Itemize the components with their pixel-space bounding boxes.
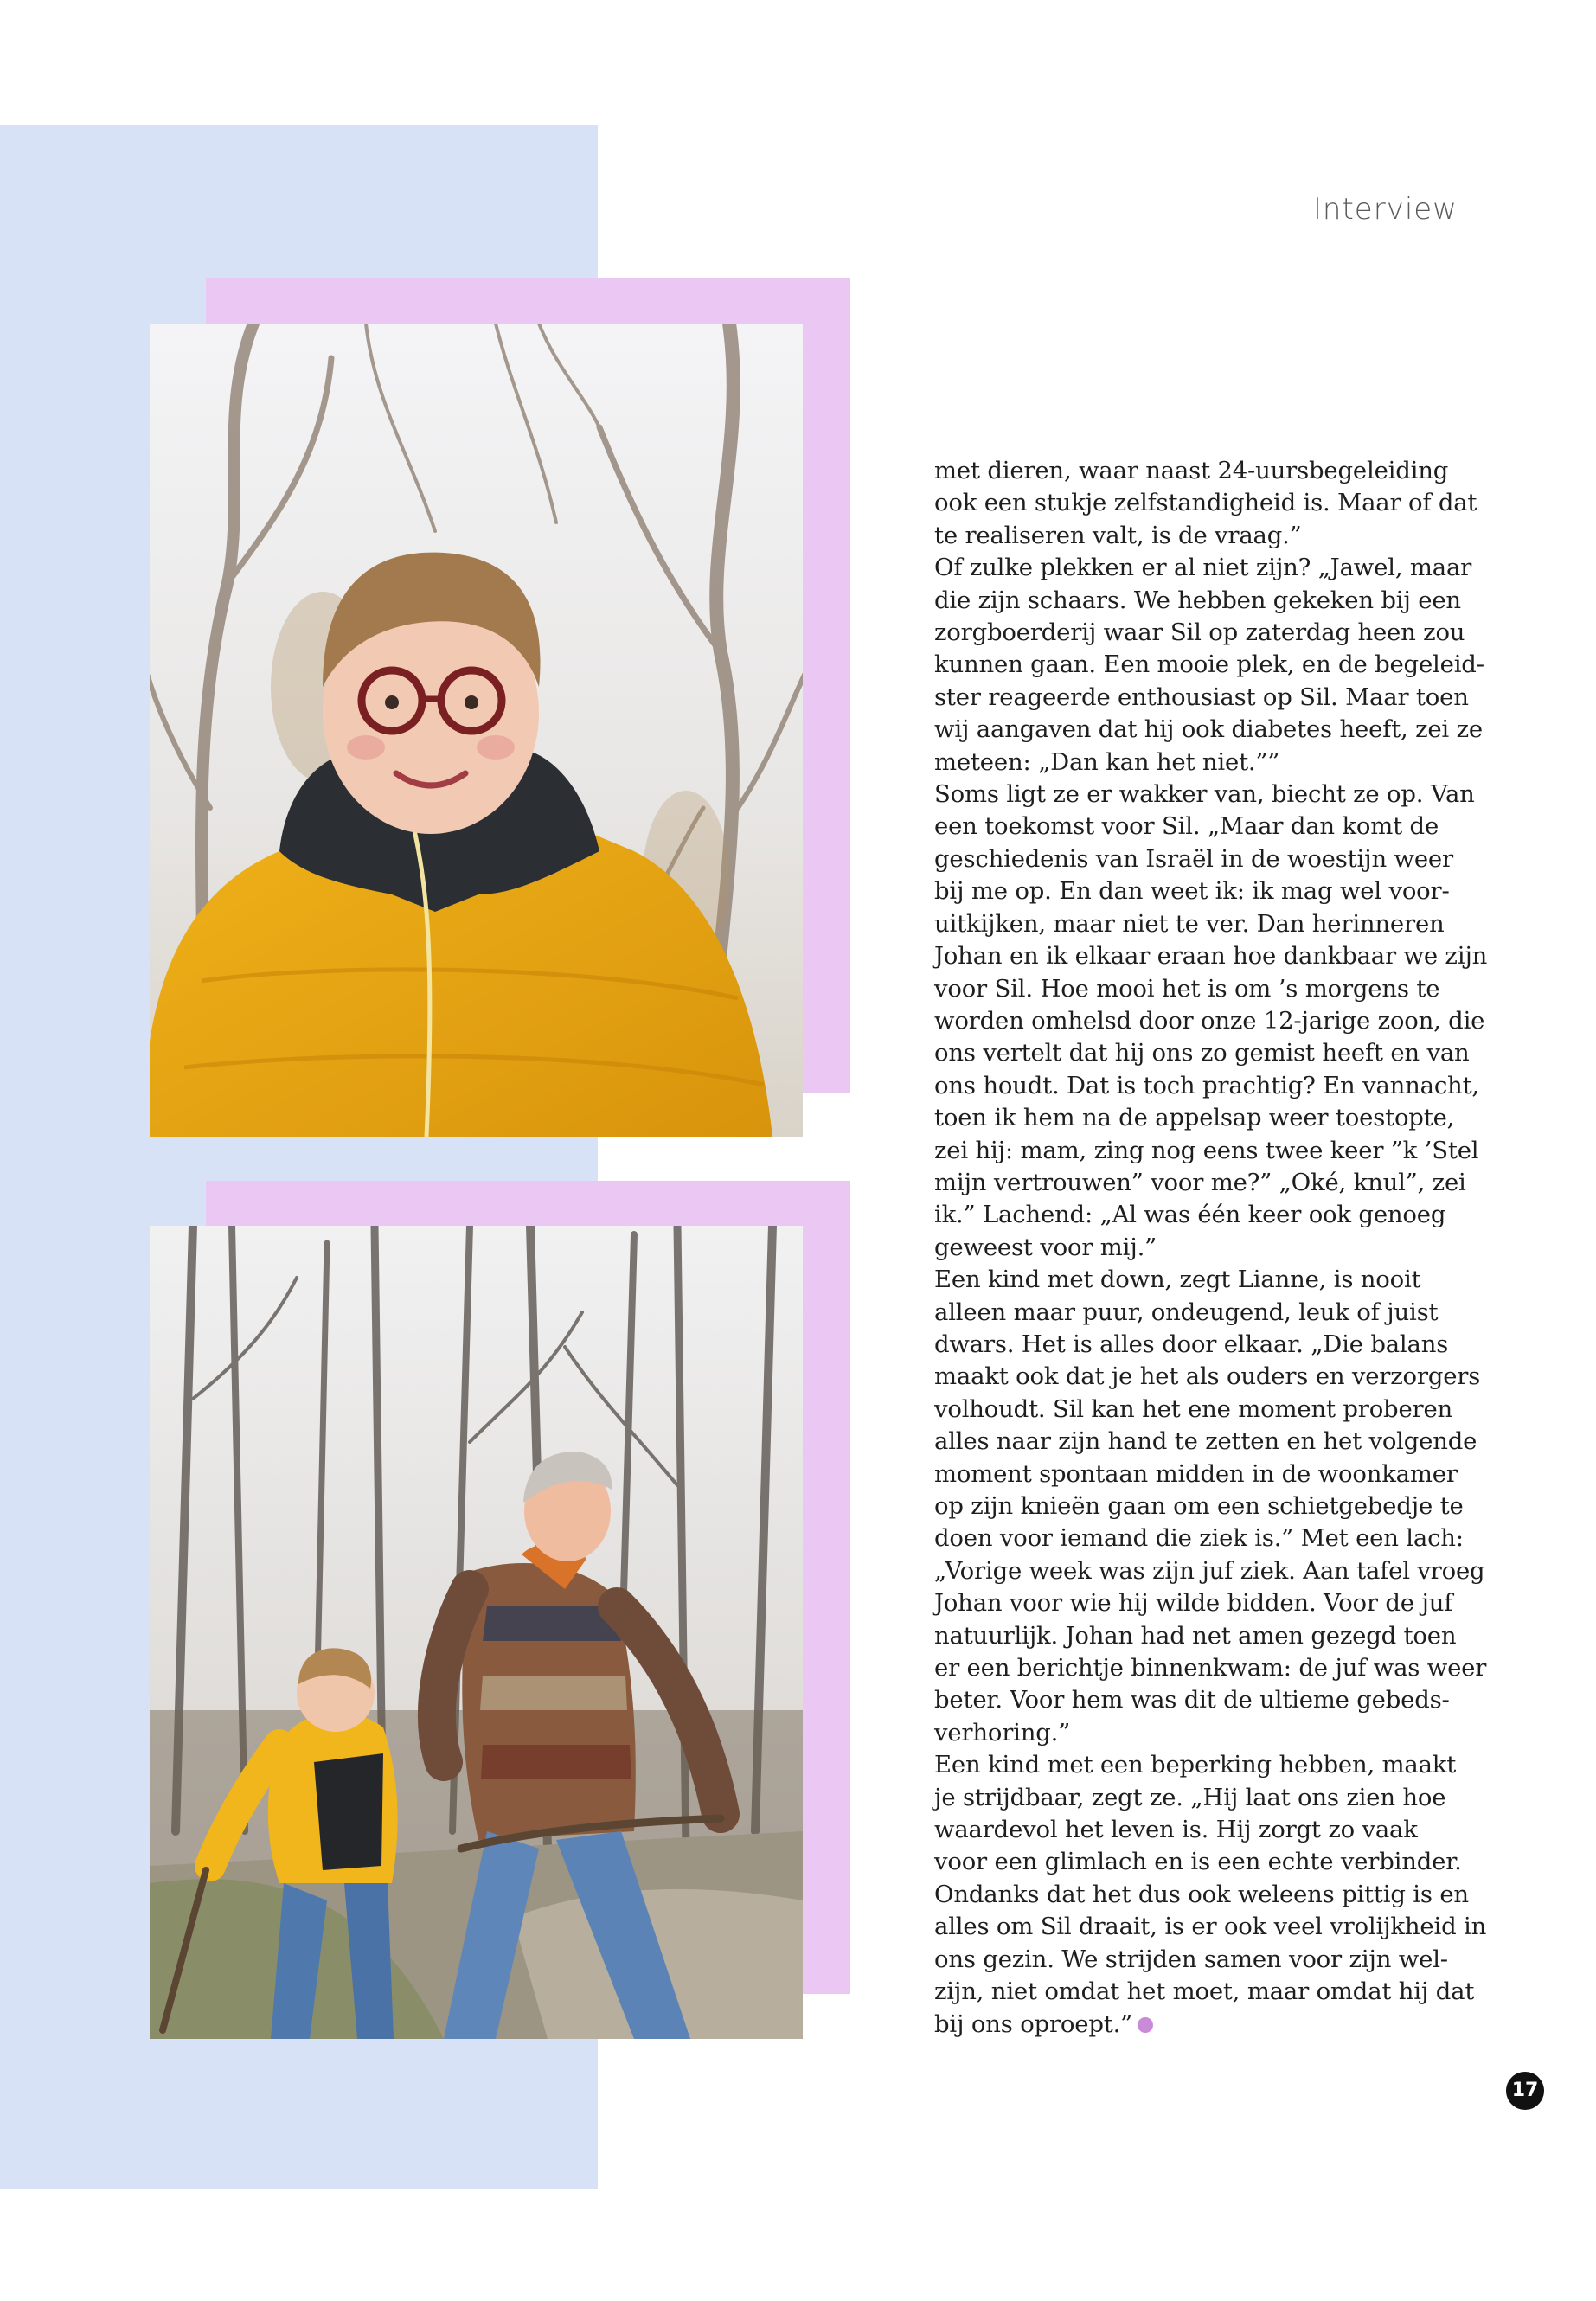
photo-boy-and-father xyxy=(150,1226,803,2039)
article-paragraph: met dieren, waar naast 24-uursbegeleiding ook een stukje zelfstandigheid is. Maar of dat te realiseren valt, is de vraag.” xyxy=(934,457,1477,549)
photo-boy-portrait xyxy=(150,324,803,1137)
article-paragraph: Een kind met down, zegt Lianne, is nooit alleen maar puur, ondeugend, leuk of juist dwars. Het is alles door elkaar. „Die balans maakt ook dat je het als ouders en verzorgers volhoudt. Sil kan het ene moment proberen alles naar zijn hand te zetten en het volgende moment spontaan midden in de woonkamer op zijn knieën gaan om een schietgebedje te doen voor iemand die ziek is.” Met een lach: „Vorige week was zijn juf ziek. Aan tafel vroeg Johan voor wie hij wilde bidden. Voor de juf natuurlijk. Johan had net amen gezegd toen er een berichtje binnenkwam: de juf was weer beter. Voor hem was dit de ultieme gebeds- verhoring.” xyxy=(934,1266,1487,1747)
section-label: Interview xyxy=(1312,192,1458,227)
article-body xyxy=(934,455,1488,2041)
article-paragraph: Of zulke plekken er al niet zijn? „Jawel, maar die zijn schaars. We hebben gekeken bij een zorgboerderij waar Sil op zaterdag heen zou kunnen gaan. Een mooie plek, en de begeleid- ster reageerde enthousiast op Sil. Maar toen wij aangaven dat hij ook diabetes heeft, zei ze meteen: „Dan kan het niet.”” xyxy=(934,554,1484,776)
article-paragraph-last xyxy=(934,1749,1488,2041)
article-paragraph: Soms ligt ze er wakker van, biecht ze op. Van een toekomst voor Sil. „Maar dan komt de geschiedenis van Israël in de woestijn weer bij me op. En dan weet ik: ik mag wel voor- uitkijken, maar niet te ver. Dan herinneren Johan en ik elkaar eraan hoe dankbaar we zijn voor Sil. Hoe mooi het is om ’s morgens te worden omhelsd door onze 12-jarige zoon, die ons vertelt dat hij ons zo gemist heeft en van ons houdt. Dat is toch prachtig? En vannacht, toen ik hem na de appelsap weer toestopte, zei hij: mam, zing nog eens twee keer ”k ’Stel mijn vertrouwen” voor me?” „Oké, knul”, zei ik.” Lachend: „Al was één keer ook genoeg geweest voor mij.” xyxy=(934,780,1488,1261)
page-number-badge: 17 xyxy=(1506,2072,1544,2110)
end-mark-dot-icon xyxy=(1138,2017,1153,2033)
article-paragraph-text: Een kind met een beperking hebben, maakt je strijdbaar, zegt ze. „Hij laat ons zien hoe waardevol het leven is. Hij zorgt zo vaak voor een glimlach en is een echte verbinder. Ondanks dat het dus ook weleens pittig is en alles om Sil draait, is er ook veel vrolijkheid in ons gezin. We strijden samen voor zijn wel- zijn, niet omdat het moet, maar omdat hij dat bij ons oproept.” xyxy=(934,1751,1487,2038)
